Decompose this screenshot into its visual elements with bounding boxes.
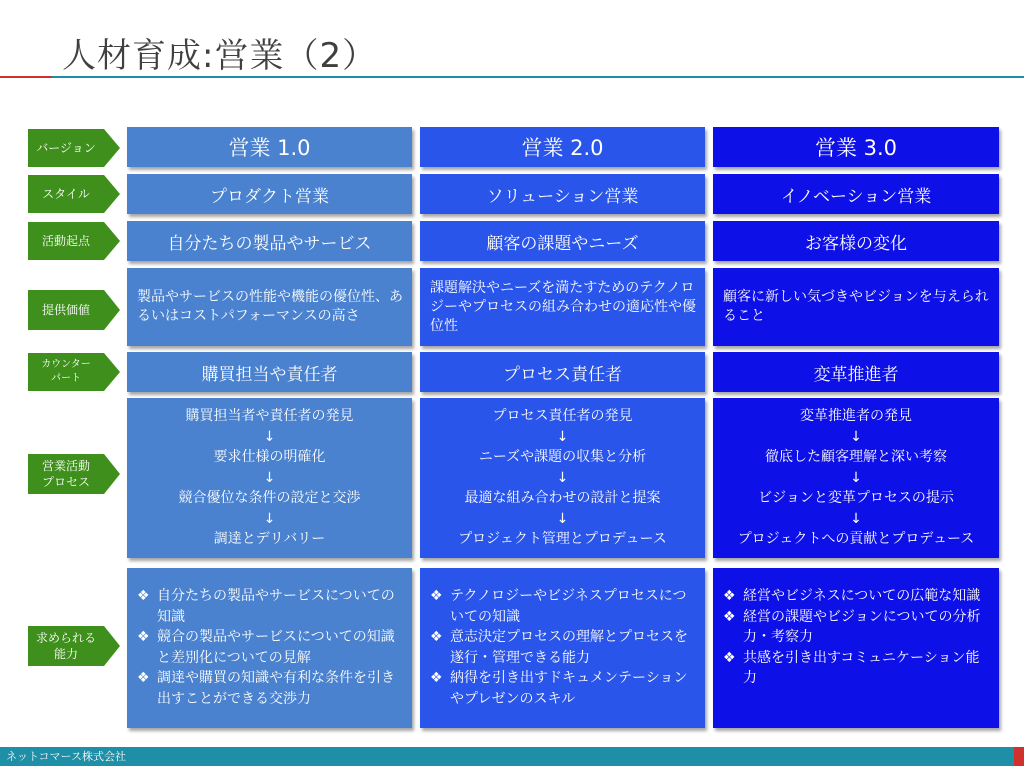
process-step: プロジェクト管理とプロデュース — [458, 531, 667, 548]
skill-item: ❖ 経営やビジネスについての広範な知識 — [723, 586, 991, 607]
title-rule-accent — [0, 76, 52, 78]
skill-item: ❖ 経営の課題やビジョンについての分析力・考察力 — [723, 607, 991, 648]
process-cell — [713, 398, 999, 558]
arrow-down-icon: ↓ — [556, 510, 569, 527]
counterpart-cell: 変革推進者 — [713, 352, 999, 392]
arrow-down-icon: ↓ — [263, 428, 276, 445]
origin-cell: お客様の変化 — [713, 221, 999, 261]
bullet-icon: ❖ — [137, 588, 150, 604]
arrow-down-icon: ↓ — [556, 469, 569, 486]
arrow-down-icon: ↓ — [850, 469, 862, 486]
skill-item: ❖ 自分たちの製品やサービスについての知識 — [137, 586, 404, 627]
process-step: ニーズや課題の収集と分析 — [478, 449, 647, 466]
bullet-icon: ❖ — [430, 670, 443, 686]
process-cell — [127, 398, 412, 558]
skill-item: ❖ 競合の製品やサービスについての知識と差別化についての見解 — [137, 627, 404, 668]
arrow-down-icon: ↓ — [263, 510, 276, 527]
arrow-down-icon: ↓ — [850, 428, 862, 445]
arrow-down-icon: ↓ — [263, 469, 276, 486]
style-cell: プロダクト営業 — [127, 174, 412, 214]
row-label-origin: 活動起点 — [28, 222, 120, 260]
skill-item: ❖ 調達や購買の知識や有利な条件を引き出すことができる交渉力 — [137, 668, 404, 709]
style-cell: イノベーション営業 — [713, 174, 999, 214]
skill-item: ❖ 意志決定プロセスの理解とプロセスを遂行・管理できる能力 — [430, 627, 697, 668]
value-cell: 顧客に新しい気づきやビジョンを与えられること — [713, 268, 999, 346]
arrow-down-icon: ↓ — [850, 510, 862, 527]
footer-company: ネットコマース株式会社 — [0, 747, 1024, 766]
skill-item: ❖ テクノロジーやビジネスプロセスについての知識 — [430, 586, 697, 627]
skills-cell — [127, 568, 412, 728]
version-cell: 営業 1.0 — [127, 127, 412, 167]
process-cell — [420, 398, 705, 558]
row-label-version: バージョン — [28, 129, 120, 167]
row-label-process: 営業活動 プロセス — [28, 454, 120, 494]
bullet-icon: ❖ — [137, 670, 150, 686]
bullet-icon: ❖ — [723, 649, 736, 666]
process-step: 購買担当者や責任者の発見 — [185, 408, 354, 425]
process-step: ビジョンと変革プロセスの提示 — [758, 490, 954, 507]
bullet-icon: ❖ — [430, 588, 443, 604]
arrow-down-icon: ↓ — [556, 428, 569, 445]
process-step: プロジェクトへの貢献とプロデュース — [737, 531, 975, 548]
skill-item: ❖ 共感を引き出すコミュニケーション能力 — [723, 648, 991, 689]
process-step: 最適な組み合わせの設計と提案 — [464, 490, 661, 507]
process-step: 調達とデリバリー — [213, 531, 326, 548]
version-cell: 営業 3.0 — [713, 127, 999, 167]
bullet-icon: ❖ — [723, 608, 736, 625]
value-cell: 製品やサービスの性能や機能の優位性、あるいはコストパフォーマンスの高さ — [127, 268, 412, 346]
page-title: 人材育成:営業（2） — [62, 36, 378, 76]
skills-cell — [713, 568, 999, 728]
process-step: 競合優位な条件の設定と交渉 — [178, 490, 361, 507]
row-label-value: 提供価値 — [28, 290, 120, 330]
skills-cell — [420, 568, 705, 728]
bullet-icon: ❖ — [137, 629, 150, 645]
footer-accent — [1014, 747, 1024, 766]
counterpart-cell: 購買担当や責任者 — [127, 352, 412, 392]
bullet-icon: ❖ — [723, 588, 736, 604]
bullet-icon: ❖ — [430, 629, 443, 645]
version-cell: 営業 2.0 — [420, 127, 705, 167]
origin-cell: 自分たちの製品やサービス — [127, 221, 412, 261]
process-step: 徹底した顧客理解と深い考察 — [765, 449, 947, 466]
row-label-style: スタイル — [28, 175, 120, 213]
style-cell: ソリューション営業 — [420, 174, 705, 214]
skill-item: ❖ 納得を引き出すドキュメンテーションやプレゼンのスキル — [430, 668, 697, 709]
counterpart-cell: プロセス責任者 — [420, 352, 705, 392]
process-step: 要求仕様の明確化 — [213, 449, 326, 466]
origin-cell: 顧客の課題やニーズ — [420, 221, 705, 261]
value-cell: 課題解決やニーズを満たすためのテクノロジーやプロセスの組み合わせの適応性や優位性 — [420, 268, 705, 346]
row-label-skills: 求められる 能力 — [28, 626, 120, 666]
process-step: 変革推進者の発見 — [800, 408, 912, 425]
process-step: プロセス責任者の発見 — [492, 408, 633, 425]
title-rule — [52, 76, 1024, 78]
row-label-counterpart: カウンター パート — [28, 353, 120, 391]
